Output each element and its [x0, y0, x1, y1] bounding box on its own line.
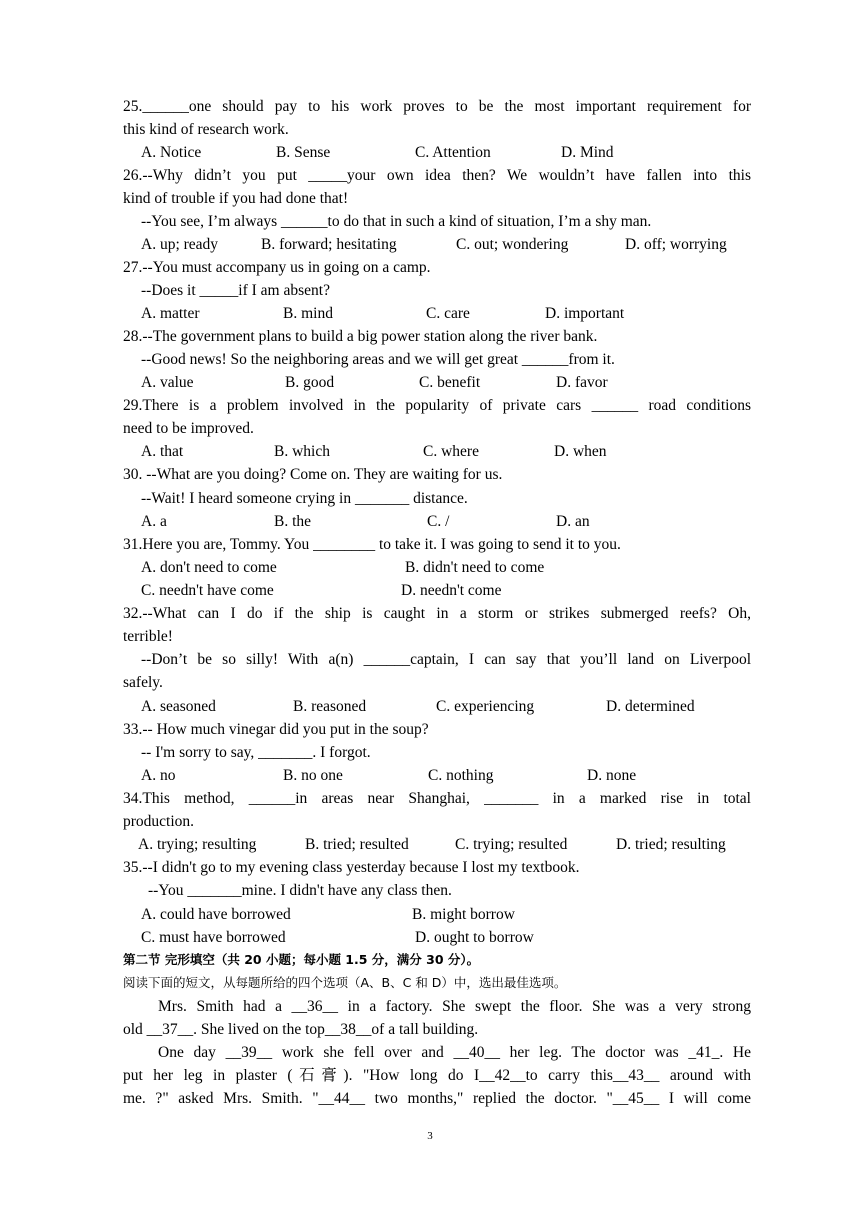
passage-line-3: One day __39__ work she fell over and __40__ her leg. The doctor was _41_. He	[158, 1044, 751, 1061]
option-a: A. don't need to come	[141, 559, 277, 576]
option-d: D. when	[554, 443, 607, 460]
option-b: B. mind	[283, 305, 333, 322]
question-34-options	[138, 835, 751, 855]
passage-line-1: Mrs. Smith had a __36__ in a factory. She swept the floor. She was a very strong	[158, 998, 751, 1015]
question-26-line-2: kind of trouble if you had done that!	[123, 190, 349, 207]
option-c: C. needn't have come	[141, 582, 274, 599]
option-c: C. out; wondering	[456, 236, 569, 253]
question-26-line-1: 26.--Why didn’t you put _____your own idea then? We wouldn’t have fallen into this	[123, 167, 751, 184]
option-c: C. experiencing	[436, 698, 535, 715]
option-c: C. nothing	[428, 767, 494, 784]
question-32-line-2: terrible!	[123, 628, 173, 645]
option-d: D. an	[556, 513, 590, 530]
option-b: B. might borrow	[412, 906, 515, 923]
question-26-options	[141, 235, 751, 255]
option-c: C. trying; resulted	[455, 836, 568, 853]
question-28-options	[141, 373, 751, 393]
option-b: B. good	[285, 374, 335, 391]
option-d: D. none	[587, 767, 637, 784]
option-c: C. /	[427, 513, 450, 530]
question-35-options-row-2	[141, 928, 751, 948]
option-a: A. trying; resulting	[138, 836, 257, 853]
section-heading: 第二节 完形填空（共 20 小题；每小题 1.5 分，满分 30 分）。	[123, 952, 480, 967]
question-34-line-2: production.	[123, 813, 195, 830]
option-b: B. didn't need to come	[405, 559, 545, 576]
option-c: C. Attention	[415, 144, 491, 161]
question-29-line-2: need to be improved.	[123, 420, 254, 437]
passage-line-4: put her leg in plaster (石膏). "How long do I__42__to carry this__43__ around with	[123, 1067, 751, 1084]
option-b: B. the	[274, 513, 312, 530]
question-31-line-1: 31.Here you are, Tommy. You ________ to take it. I was going to send it to you.	[123, 536, 621, 553]
option-d: D. important	[545, 305, 625, 322]
option-b: B. tried; resulted	[305, 836, 409, 853]
question-32-line-3: --Don’t be so silly! With a(n) ______captain, I can say that you’ll land on Liverpool	[141, 651, 751, 668]
option-d: D. tried; resulting	[616, 836, 726, 853]
question-27-line-1: 27.--You must accompany us in going on a camp.	[123, 259, 431, 276]
question-30-line-2: --Wait! I heard someone crying in _______ distance.	[141, 490, 468, 507]
option-d: D. Mind	[561, 144, 614, 161]
option-b: B. forward; hesitating	[261, 236, 397, 253]
option-a: A. no	[141, 767, 176, 784]
question-27-line-2: --Does it _____if I am absent?	[141, 282, 330, 299]
question-28-line-1: 28.--The government plans to build a big power station along the river bank.	[123, 328, 598, 345]
page-number: 3	[427, 1130, 433, 1142]
question-25-line-1: 25.______one should pay to his work proves to be the most important requirement for	[123, 98, 751, 115]
question-32-options	[141, 697, 751, 717]
option-d: D. off; worrying	[625, 236, 727, 253]
option-a: A. matter	[141, 305, 200, 322]
option-c: C. care	[426, 305, 470, 322]
question-29-line-1: 29.There is a problem involved in the popularity of private cars ______ road conditions	[123, 397, 751, 414]
question-25-line-2: this kind of research work.	[123, 121, 289, 138]
option-a: A. Notice	[141, 144, 202, 161]
question-33-line-1: 33.-- How much vinegar did you put in the soup?	[123, 721, 429, 738]
question-27-options	[141, 304, 751, 324]
question-28-line-2: --Good news! So the neighboring areas and we will get great ______from it.	[141, 351, 615, 368]
option-a: A. value	[141, 374, 194, 391]
option-d: D. needn't come	[401, 582, 502, 599]
option-a: A. a	[141, 513, 167, 530]
section-instruction: 阅读下面的短文，从每题所给的四个选项（A、B、C 和 D）中，选出最佳选项。	[123, 975, 567, 990]
question-33-options	[141, 766, 751, 786]
option-c: C. must have borrowed	[141, 929, 286, 946]
option-b: B. which	[274, 443, 330, 460]
question-29-options	[141, 442, 751, 462]
question-31-options-row-1	[141, 558, 751, 578]
question-32-line-1: 32.--What can I do if the ship is caught in a storm or strikes submerged reefs? Oh,	[123, 605, 751, 622]
question-34-line-1: 34.This method, ______in areas near Shanghai, _______ in a marked rise in total	[123, 790, 751, 807]
option-b: B. no one	[283, 767, 343, 784]
passage-line-5: me. ?" asked Mrs. Smith. "__44__ two months," replied the doctor. "__45__ I will come	[123, 1090, 751, 1107]
question-35-options-row-1	[141, 905, 751, 925]
option-a: A. could have borrowed	[141, 906, 291, 923]
option-a: A. that	[141, 443, 184, 460]
question-35-line-2: --You _______mine. I didn't have any class then.	[148, 882, 452, 899]
passage-line-2: old __37__. She lived on the top__38__of a tall building.	[123, 1021, 479, 1038]
question-30-options	[141, 512, 751, 532]
option-d: D. favor	[556, 374, 608, 391]
question-25-options	[141, 143, 751, 163]
option-b: B. Sense	[276, 144, 331, 161]
option-d: D. ought to borrow	[415, 929, 534, 946]
option-a: A. up; ready	[141, 236, 219, 253]
option-c: C. where	[423, 443, 479, 460]
option-b: B. reasoned	[293, 698, 367, 715]
question-35-line-1: 35.--I didn't go to my evening class yesterday because I lost my textbook.	[123, 859, 580, 876]
question-32-line-4: safely.	[123, 674, 163, 691]
option-c: C. benefit	[419, 374, 481, 391]
option-a: A. seasoned	[141, 698, 216, 715]
question-31-options-row-2	[141, 581, 751, 601]
option-d: D. determined	[606, 698, 695, 715]
question-26-line-3: --You see, I’m always ______to do that in such a kind of situation, I’m a shy man.	[141, 213, 652, 230]
question-30-line-1: 30. --What are you doing? Come on. They are waiting for us.	[123, 466, 503, 483]
question-33-line-2: -- I'm sorry to say, _______. I forgot.	[141, 744, 371, 761]
